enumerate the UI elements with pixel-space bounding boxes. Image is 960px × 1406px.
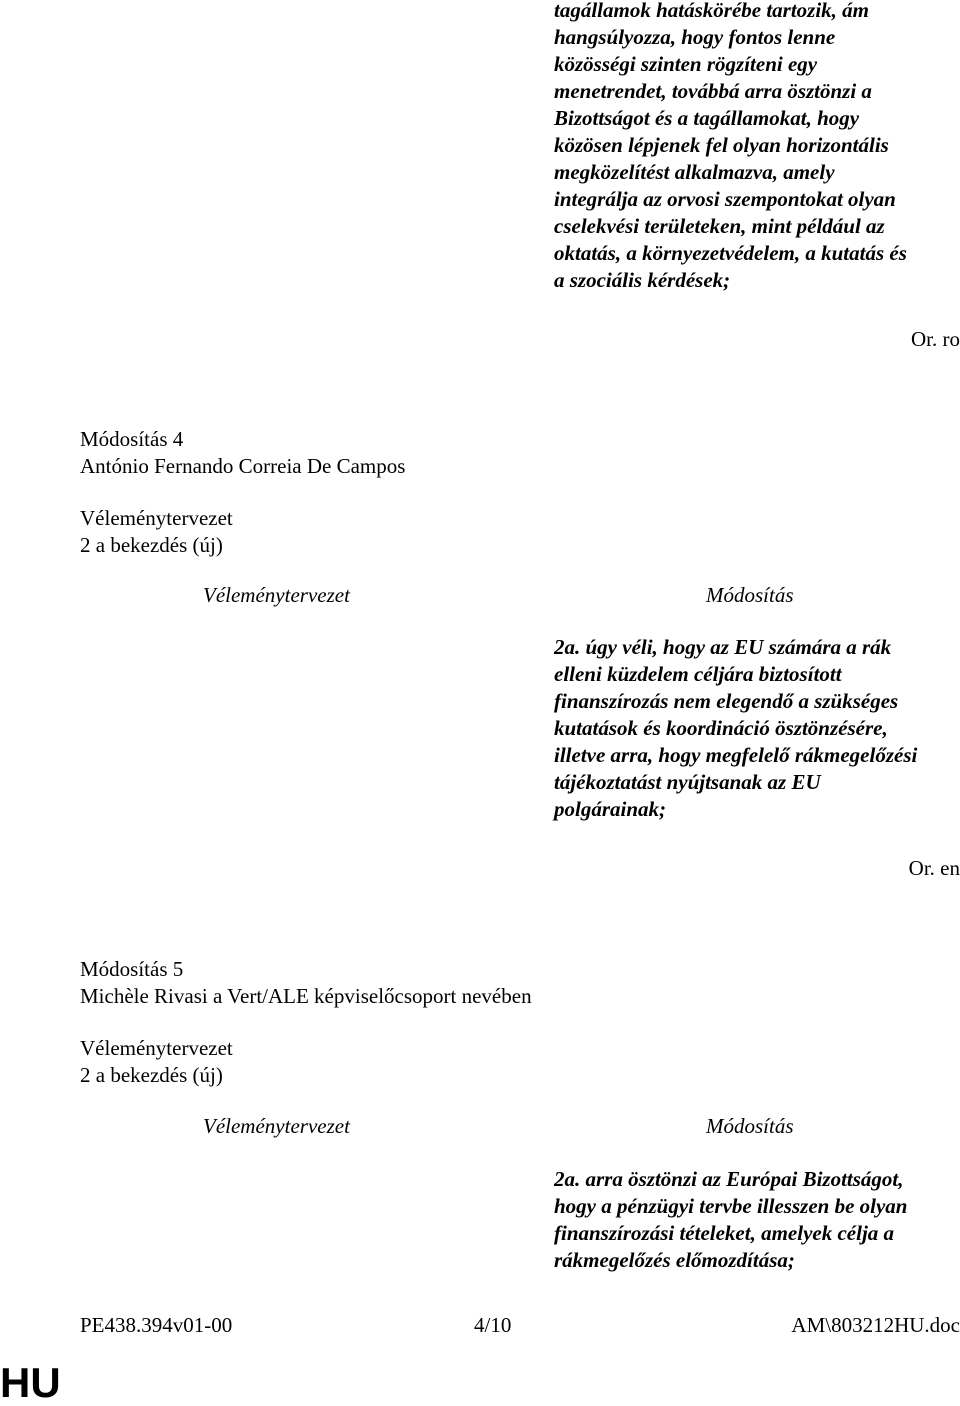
continuation-line: megközelítést alkalmazva, amely bbox=[554, 160, 835, 184]
continuation-line: hangsúlyozza, hogy fontos lenne bbox=[554, 25, 836, 49]
continuation-line: közösségi szinten rögzíteni egy bbox=[554, 52, 818, 76]
amendment-4-col-right-label: Módosítás bbox=[706, 583, 794, 607]
amendment-text-line: finanszírozási tételeket, amelyek célja a bbox=[554, 1221, 895, 1245]
amendment-5-text bbox=[554, 1166, 960, 1274]
amendment-4-reference bbox=[80, 505, 233, 559]
continuation-paragraph bbox=[554, 0, 960, 294]
amendment-text-line: hogy a pénzügyi tervbe illesszen be olyan bbox=[554, 1194, 908, 1218]
footer-page-number: 4/10 bbox=[474, 1313, 512, 1337]
footer-reference: PE438.394v01-00 bbox=[80, 1313, 233, 1337]
language-code: HU bbox=[0, 1359, 61, 1406]
amendment-author: Michèle Rivasi a Vert/ALE képviselőcsoport nevében bbox=[80, 984, 532, 1008]
amendment-heading: Módosítás 5 bbox=[80, 957, 184, 981]
amendment-text-line: elleni küzdelem céljára biztosított bbox=[554, 662, 842, 686]
amendment-5-reference bbox=[80, 1035, 233, 1089]
amendment-text-line: kutatások és koordináció ösztönzésére, bbox=[554, 716, 888, 740]
original-language-en: Or. en bbox=[908, 856, 960, 880]
amendment-5-col-right-label: Módosítás bbox=[706, 1114, 794, 1138]
continuation-line: menetrendet, továbbá arra ösztönzi a bbox=[554, 79, 872, 103]
continuation-line: cselekvési területeken, mint például az bbox=[554, 214, 885, 238]
continuation-line: a szociális kérdések; bbox=[554, 268, 731, 292]
continuation-line: közösen lépjenek fel olyan horizontális bbox=[554, 133, 889, 157]
amendment-5-header bbox=[80, 956, 532, 1010]
amendment-4-header bbox=[80, 426, 405, 480]
amendment-text-line: polgárainak; bbox=[554, 797, 667, 821]
amendment-paragraph: 2 a bekezdés (új) bbox=[80, 1063, 223, 1087]
amendment-text-line: rákmegelőzés előmozdítása; bbox=[554, 1248, 795, 1272]
amendment-document: Véleménytervezet bbox=[80, 1036, 233, 1060]
amendment-text-line: 2a. arra ösztönzi az Európai Bizottságot, bbox=[554, 1167, 904, 1191]
amendment-5-col-left-label: Véleménytervezet bbox=[203, 1114, 350, 1138]
footer-doc-id: AM\803212HU.doc bbox=[791, 1313, 960, 1337]
amendment-text-line: illetve arra, hogy megfelelő rákmegelőzési bbox=[554, 743, 918, 767]
continuation-line: integrálja az orvosi szempontokat olyan bbox=[554, 187, 896, 211]
amendment-paragraph: 2 a bekezdés (új) bbox=[80, 533, 223, 557]
amendment-text-line: tájékoztatást nyújtsanak az EU bbox=[554, 770, 821, 794]
continuation-line: Bizottságot és a tagállamokat, hogy bbox=[554, 106, 860, 130]
continuation-line: tagállamok hatáskörébe tartozik, ám bbox=[554, 0, 870, 22]
original-language-ro: Or. ro bbox=[911, 327, 960, 351]
amendment-4-text bbox=[554, 634, 960, 823]
amendment-heading: Módosítás 4 bbox=[80, 427, 184, 451]
amendment-author: António Fernando Correia De Campos bbox=[80, 454, 406, 478]
amendment-4-col-left-label: Véleménytervezet bbox=[203, 583, 350, 607]
amendment-text-line: finanszírozás nem elegendő a szükséges bbox=[554, 689, 899, 713]
continuation-line: oktatás, a környezetvédelem, a kutatás és bbox=[554, 241, 907, 265]
amendment-text-line: 2a. úgy véli, hogy az EU számára a rák bbox=[554, 635, 892, 659]
amendment-document: Véleménytervezet bbox=[80, 506, 233, 530]
